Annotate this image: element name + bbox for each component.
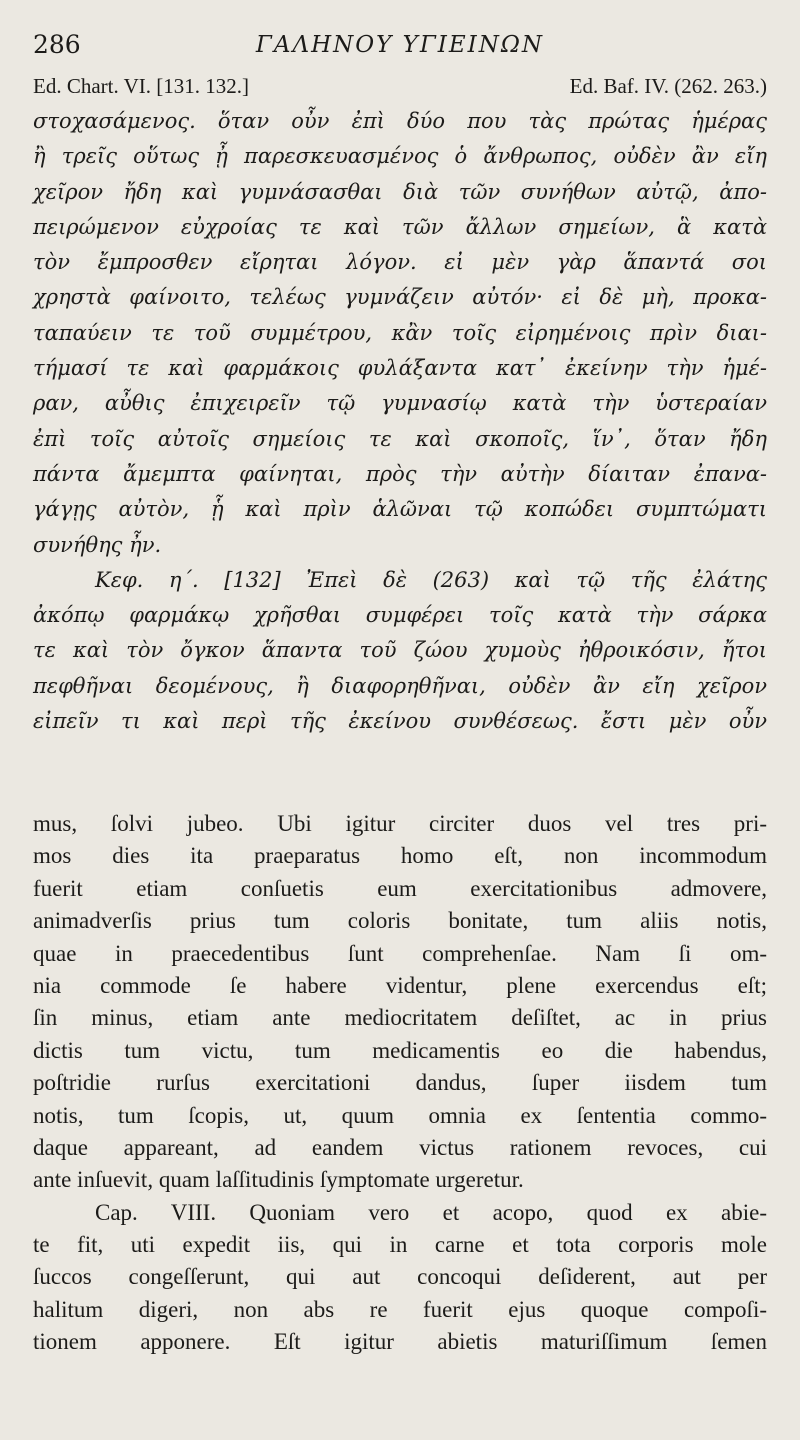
page-header xyxy=(33,30,767,64)
latin-line: notis, tum ſcopis, ut, quum omnia ex ſententia commo- xyxy=(33,1102,767,1128)
latin-line: ſuccos congeſſerunt, qui aut concoqui deſiderent, aut per xyxy=(33,1264,767,1290)
greek-line: τήμασί τε καὶ φαρμάκοις φυλάξαντα κατ᾽ ἐκείνην τὴν ἡμέ- xyxy=(33,356,767,381)
latin-line: daque appareant, ad eandem victus rationem revoces, cui xyxy=(33,1134,767,1160)
greek-line: εἰπεῖν τι καὶ περὶ τῆς ἐκείνου συνθέσεως. ἔστι μὲν οὖν xyxy=(33,709,767,734)
greek-line: πεφθῆναι δεομένους, ἢ διαφορηθῆναι, οὐδὲν ἂν εἴη χεῖρον xyxy=(33,673,767,698)
latin-line: ſin minus, etiam ante mediocritatem deſiſtet, ac in prius xyxy=(33,1005,767,1031)
greek-line: πάντα ἄμεμπτα φαίνηται, πρὸς τὴν αὐτὴν δίαιταν ἐπανα- xyxy=(33,461,767,486)
greek-line: τὸν ἔμπροσθεν εἴρηται λόγον. εἰ μὲν γὰρ ἅπαντά σοι xyxy=(33,250,767,275)
latin-chapter-heading-line: Cap. VIII. Quoniam vero et acopo, quod ex abie- xyxy=(95,1199,767,1225)
greek-line: ἀκόπῳ φαρμάκῳ χρῆσθαι συμφέρει τοῖς κατὰ τὴν σάρκα xyxy=(33,603,767,628)
edition-reference-basel: Ed. Baf. IV. (262. 263.) xyxy=(569,74,767,98)
latin-line: mos dies ita praeparatus homo eſt, non incommodum xyxy=(33,843,767,869)
latin-line: halitum digeri, non abs re fuerit ejus quoque compoſi- xyxy=(33,1296,767,1322)
greek-line: ταπαύειν τε τοῦ συμμέτρου, κἂν τοῖς εἰρημένοις πρὶν διαι- xyxy=(33,320,767,345)
page-number: 286 xyxy=(33,30,81,59)
greek-line: χρηστὰ φαίνοιτο, τελέως γυμνάζειν αὐτόν· εἰ δὲ μὴ, προκα- xyxy=(33,285,767,310)
latin-line: ante inſuevit, quam laſſitudinis ſymptomate urgeretur. xyxy=(33,1167,524,1193)
edition-reference-row xyxy=(33,74,767,104)
greek-text-block xyxy=(33,104,767,739)
greek-line: χεῖρον ἤδη καὶ γυμνάσασθαι διὰ τῶν συνήθων αὐτῷ, ἀπο- xyxy=(33,179,767,204)
edition-reference-chartier: Ed. Chart. VI. [131. 132.] xyxy=(33,74,249,98)
greek-line: τε καὶ τὸν ὄγκον ἅπαντα τοῦ ζώου χυμοὺς ἠθροικόσιν, ἤτοι xyxy=(33,638,767,663)
latin-line: dictis tum victu, tum medicamentis eo die habendus, xyxy=(33,1037,767,1063)
greek-line: στοχασάμενος. ὅταν οὖν ἐπὶ δύο που τὰς πρώτας ἡμέρας xyxy=(33,109,767,133)
latin-line: poſtridie rurſus exercitationi dandus, ſuper iisdem tum xyxy=(33,1070,767,1096)
latin-line: mus, ſolvi jubeo. Ubi igitur circiter duos vel tres pri- xyxy=(33,811,767,836)
latin-line: quae in praecedentibus ſunt comprehenſae. Nam ſi om- xyxy=(33,940,767,966)
latin-line: tionem apponere. Eſt igitur abietis maturiſſimum ſemen xyxy=(33,1329,767,1355)
greek-line: ραν, αὖθις ἐπιχειρεῖν τῷ γυμνασίῳ κατὰ τὴν ὑστεραίαν xyxy=(33,391,767,416)
latin-line: te fit, uti expedit iis, qui in carne et tota corporis mole xyxy=(33,1232,767,1258)
greek-line: γάγῃς αὐτὸν, ᾗ καὶ πρὶν ἁλῶναι τῷ κοπώδει συμπτώματι xyxy=(33,497,767,522)
latin-line: nia commode ſe habere videntur, plene exercendus eſt; xyxy=(33,972,767,998)
latin-line: fuerit etiam conſuetis eum exercitationibus admovere, xyxy=(33,875,767,901)
latin-text-block xyxy=(33,808,767,1359)
greek-line: ἐπὶ τοῖς αὐτοῖς σημείοις τε καὶ σκοποῖς, ἵν᾽, ὅταν ἤδη xyxy=(33,426,767,451)
greek-chapter-heading-line: Κεφ. η΄. [132] Ἐπεὶ δὲ (263) καὶ τῷ τῆς ἐλάτης xyxy=(95,567,767,592)
greek-line: πειρώμενον εὐχροίας τε καὶ τῶν ἄλλων σημείων, ἃ κατὰ xyxy=(33,214,767,239)
latin-line: animadverſis prius tum coloris bonitate, tum aliis notis, xyxy=(33,908,767,934)
greek-line: ἢ τρεῖς οὕτως ᾖ παρεσκευασμένος ὁ ἄνθρωπος, οὐδὲν ἂν εἴη xyxy=(33,144,767,169)
greek-line: συνήθης ἦν. xyxy=(33,532,162,557)
running-title: ΓΑΛΗΝΟΥ ΥΓΙΕΙΝΩΝ xyxy=(255,32,545,58)
